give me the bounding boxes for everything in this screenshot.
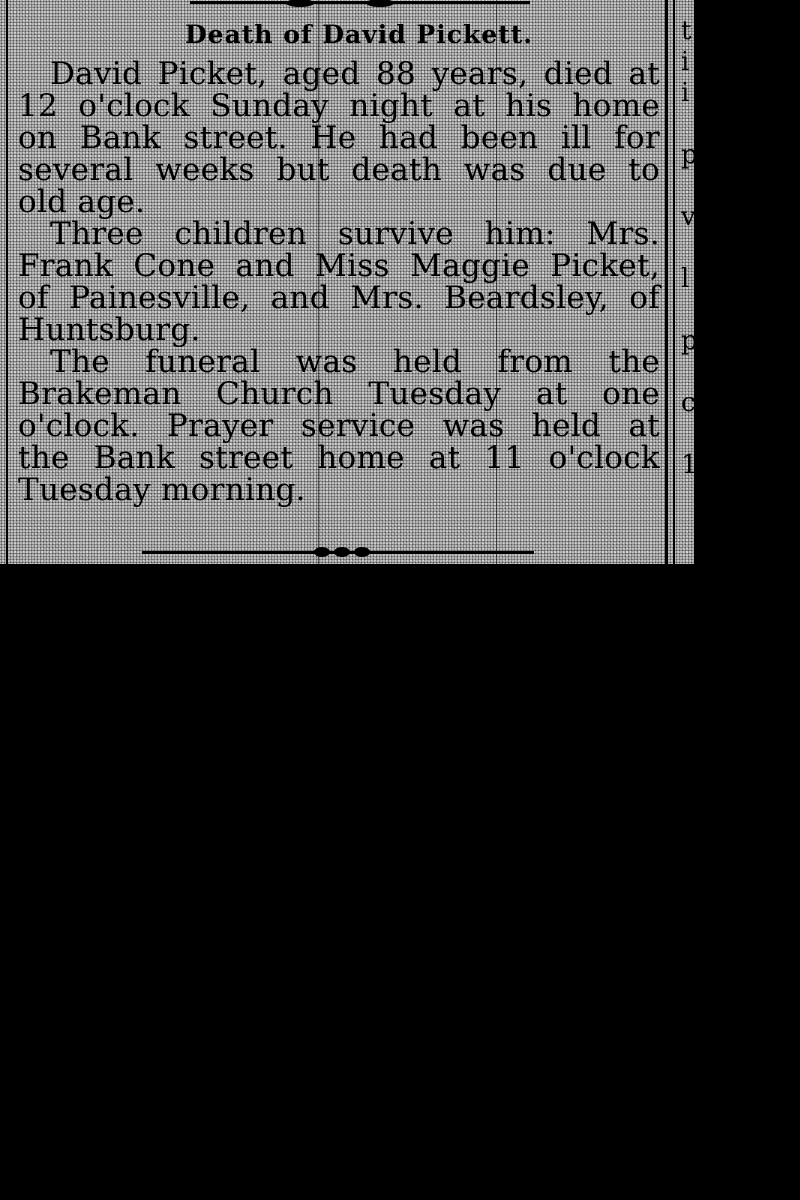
fragment-letter: i: [681, 47, 690, 77]
fragment-letter: i: [681, 78, 690, 108]
fragment-letter: [681, 233, 695, 264]
fragment-letter: [681, 109, 695, 140]
adjacent-column-fragments: [681, 16, 698, 481]
text-line: David Picket, aged 88 years, died at: [50, 56, 660, 92]
text-line: the Bank street home at 11 o'clock: [18, 440, 660, 476]
fragment-letter: l: [681, 264, 690, 294]
fragment-letter: [681, 295, 695, 326]
fragment-letter: v: [681, 202, 696, 232]
text-line: old age.: [18, 184, 146, 220]
fragment-letter: p: [681, 326, 698, 356]
text-line: Huntsburg.: [18, 312, 201, 348]
text-line: Tuesday morning.: [18, 472, 306, 508]
text-line: o'clock. Prayer service was held at: [18, 408, 660, 444]
article-paragraph: [18, 218, 660, 346]
fragment-letter: t: [681, 16, 692, 46]
fragment-letter: c: [681, 388, 696, 418]
text-line: Brakeman Church Tuesday at one: [18, 376, 660, 412]
bottom-ornament-rule: [142, 544, 534, 560]
article-paragraph: [18, 346, 660, 506]
top-ornament-rule: [190, 0, 530, 8]
text-line: Three children survive him: Mrs.: [50, 216, 660, 252]
text-line: The funeral was held from the: [50, 344, 660, 380]
fragment-letter: [681, 419, 695, 450]
article-paragraph: [18, 58, 660, 218]
text-line: several weeks but death was due to: [18, 152, 660, 188]
fragment-letter: p: [681, 140, 698, 170]
text-line: of Painesville, and Mrs. Beardsley, of: [18, 280, 660, 316]
text-line: Frank Cone and Miss Maggie Picket,: [18, 248, 660, 284]
article-headline: Death of David Pickett.: [185, 20, 533, 49]
newspaper-clipping: [0, 0, 698, 564]
text-line: on Bank street. He had been ill for: [18, 120, 660, 156]
fragment-letter: [681, 171, 695, 202]
column-rule-right-outer: [673, 0, 675, 564]
fragment-letter: [681, 357, 695, 388]
column-rule-right: [665, 0, 668, 564]
text-line: 12 o'clock Sunday night at his home: [18, 88, 660, 124]
column-rule-left: [6, 0, 8, 564]
obituary-article: [18, 18, 660, 506]
fragment-letter: 1: [681, 450, 698, 480]
